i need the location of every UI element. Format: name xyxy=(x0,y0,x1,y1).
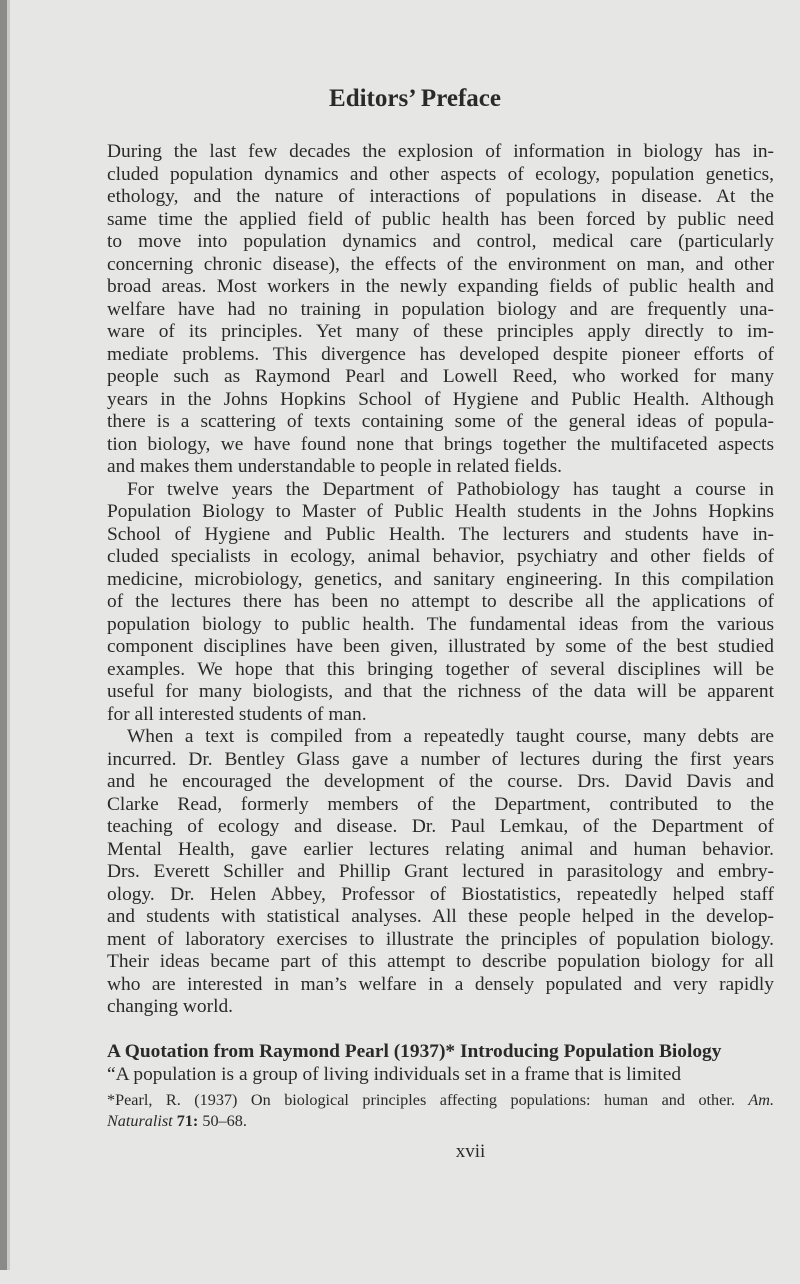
text-line: and makes them understandable to people in related fields. xyxy=(107,456,562,477)
text-line: When a text is compiled from a repeatedly taught course, many debts are xyxy=(127,726,774,747)
text-line: welfare have had no training in population biology and are frequently una- xyxy=(107,298,774,320)
text-line: cluded population dynamics and other aspects of ecology, population genetics, xyxy=(107,163,774,185)
text-line: School of Hygiene and Public Health. The lecturers and students have in- xyxy=(107,523,774,545)
page-number: xvii xyxy=(455,1140,486,1162)
text-line: incurred. Dr. Bentley Glass gave a number of lectures during the first years xyxy=(107,748,774,770)
text-line: changing world. xyxy=(107,996,234,1017)
text-line: and he encouraged the development of the course. Drs. David Davis and xyxy=(107,771,774,792)
footnote xyxy=(107,1090,774,1132)
text-line: ment of laboratory exercises to illustrate the principles of population biology. xyxy=(107,928,774,950)
text-line: tion biology, we have found none that brings together the multifaceted aspects xyxy=(107,433,774,455)
text-line: same time the applied field of public health has been forced by public need xyxy=(107,208,774,230)
page-title: Editors’ Preface xyxy=(329,85,501,112)
text-line: of the lectures there has been no attempt to describe all the applications of xyxy=(107,591,774,612)
text-line: Drs. Everett Schiller and Phillip Grant lectured in parasitology and embry- xyxy=(107,861,774,882)
text-line: useful for many biologists, and that the richness of the data will be apparent xyxy=(107,681,774,702)
text-line: medicine, microbiology, genetics, and sanitary engineering. In this compilation xyxy=(107,568,774,590)
text-line: there is a scattering of texts containing some of the general ideas of popula- xyxy=(107,411,774,432)
text-line: broad areas. Most workers in the newly expanding fields of public health and xyxy=(107,276,774,297)
text-line: years in the Johns Hopkins School of Hygiene and Public Health. Although xyxy=(107,388,774,410)
text-line: who are interested in man’s welfare in a densely populated and very rapidly xyxy=(107,973,774,995)
text-line: and students with statistical analyses. All these people helped in the develop- xyxy=(107,906,774,927)
book-gutter-shadow xyxy=(7,0,10,1270)
text-line: During the last few decades the explosion of information in biology has in- xyxy=(107,141,774,162)
text-line: ology. Dr. Helen Abbey, Professor of Biostatistics, repeatedly helped staff xyxy=(107,883,774,905)
paragraph xyxy=(107,479,774,727)
text-line: ethology, and the nature of interactions of populations in disease. At the xyxy=(107,186,774,207)
text-line: Mental Health, gave earlier lectures relating animal and human behavior. xyxy=(107,838,774,860)
text-line: component disciplines have been given, illustrated by some of the best studied xyxy=(107,636,774,657)
text-line: For twelve years the Department of Pathobiology has taught a course in xyxy=(127,478,774,500)
quotation-heading: A Quotation from Raymond Pearl (1937)* Introducing Population Biology xyxy=(107,1040,722,1062)
text-line: population biology to public health. The fundamental ideas from the various xyxy=(107,613,774,635)
footnote-pages: 50–68. xyxy=(198,1111,247,1130)
text-line: Their ideas became part of this attempt to describe population biology for all xyxy=(107,951,774,972)
text-line: examples. We hope that this bringing together of several disciplines will be xyxy=(107,658,774,680)
quotation-first-line: “A population is a group of living individuals set in a frame that is limited xyxy=(107,1064,682,1085)
footnote-journal-b: Naturalist xyxy=(107,1111,173,1130)
paragraph xyxy=(107,141,774,479)
footnote-volume: 71: xyxy=(176,1111,199,1130)
text-line: Clarke Read, formerly members of the Department, contributed to the xyxy=(107,793,774,815)
text-line: Population Biology to Master of Public Health students in the Johns Hopkins xyxy=(107,501,774,522)
text-line: to move into population dynamics and control, medical care (particularly xyxy=(107,231,774,252)
book-spine-edge xyxy=(0,0,7,1270)
text-line: ware of its principles. Yet many of these principles apply directly to im- xyxy=(107,321,774,342)
text-line: mediate problems. This divergence has developed despite pioneer efforts of xyxy=(107,343,774,365)
text-line: teaching of ecology and disease. Dr. Paul Lemkau, of the Department of xyxy=(107,816,774,837)
text-line: concerning chronic disease), the effects of the environment on man, and other xyxy=(107,253,774,275)
body-text xyxy=(107,141,774,1284)
paragraph xyxy=(107,726,774,1019)
text-line: people such as Raymond Pearl and Lowell Reed, who worked for many xyxy=(107,366,774,387)
footnote-journal-a: Am. xyxy=(748,1090,775,1109)
footnote-citation: *Pearl, R. (1937) On biological principles affecting populations: human and other. xyxy=(107,1090,735,1109)
text-line: cluded specialists in ecology, animal behavior, psychiatry and other fields of xyxy=(107,546,774,567)
text-line: for all interested students of man. xyxy=(107,703,367,725)
